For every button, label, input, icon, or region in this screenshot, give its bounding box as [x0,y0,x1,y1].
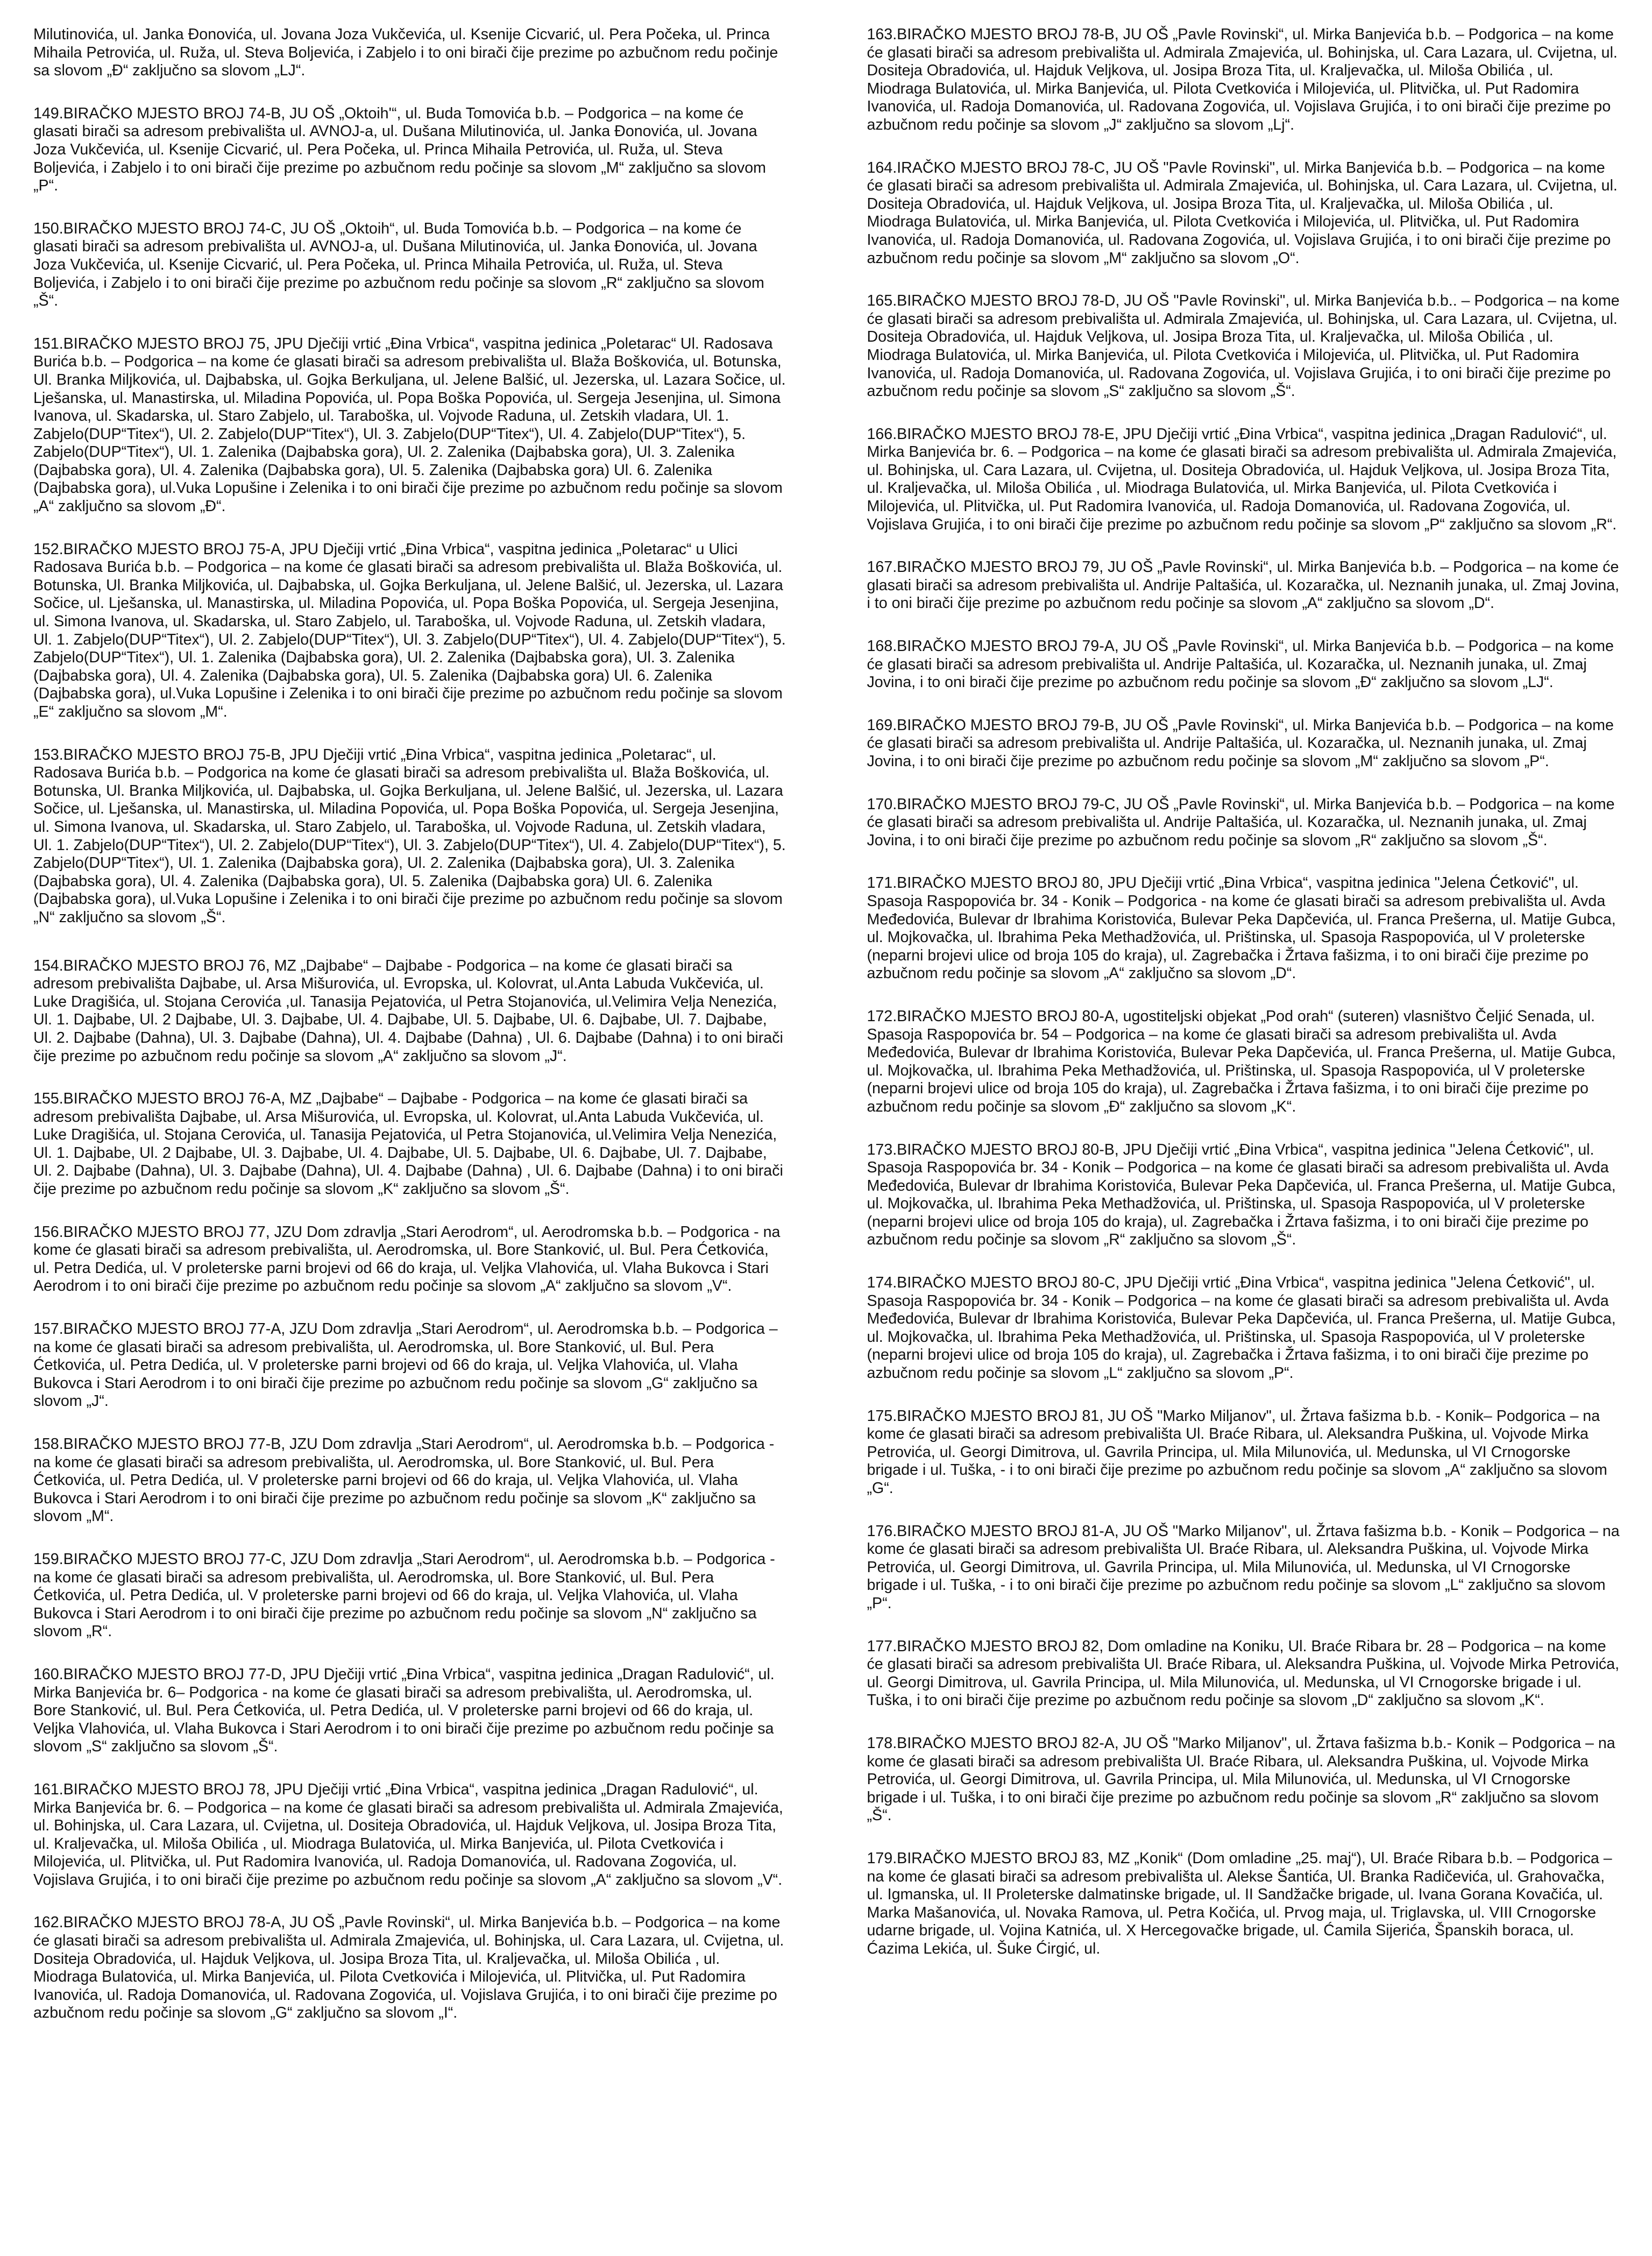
paragraph-150: 150.BIRAČKO MJESTO BROJ 74-C, JU OŠ „Oktoih“, ul. Buda Tomovića b.b. – Podgorica – na kome će glasati birači sa adresom prebivališta ul. AVNOJ-a, ul. Dušana Milutinovića, ul. Janka Đonovića, ul. Jovana Joza Vukčevića, ul. Ksenije Cicvarić, ul. Pera Počeka, ul. Princa Mihaila Petrovića, ul. Ruža, ul. Steva Boljevića, i Zabjelo i to oni birači čije prezime po azbučnom redu počinje sa slovom „R“ zaključno sa slovom „Š“. [33,220,764,310]
paragraph-159: 159.BIRAČKO MJESTO BROJ 77-C, JZU Dom zdravlja „Stari Aerodrom“, ul. Aerodromska b.b. – Podgorica - na kome će glasati birači sa adresom prebivališta, ul. Aerodromska, ul. Bore Stanković, ul. Bul. Pera Ćetkovića, ul. Petra Dedića, ul. V proleterske parni brojevi od 66 do kraja, ul. Veljka Vlahovića, ul. Vlaha Bukovca i Stari Aerodrom i to oni birači čije prezime po azbučnom redu počinje sa slovom „N“ zaključno sa slovom „R“. [33,1550,775,1640]
paragraph-continued: Milutinovića, ul. Janka Đonovića, ul. Jovana Joza Vukčevića, ul. Ksenije Cicvarić, ul. Pera Počeka, ul. Princa Mihaila Petrovića, ul. Ruža, ul. Steva Boljevića, i Zabjelo i to oni birači čije prezime po azbučnom redu počinje sa slovom „Đ“ zaključno sa slovom „LJ“. [33,26,778,80]
paragraph-179: 179.BIRAČKO MJESTO BROJ 83, MZ „Konik“ (Dom omladine „25. maj“), Ul. Braće Ribara b.b. – Podgorica – na kome će glasati birači sa adresom prebivališta ul. Alekse Šantića, Ul. Branka Radičevića, ul. Grahovačka, ul. Igmanska, ul. II Proleterske dalmatinske brigade, ul. II Sandžačke brigade, ul. Ivana Gorana Kovačića, ul. Marka Mašanovića, ul. Novaka Ramova, ul. Petra Kočića, ul. Prvog maja, ul. Triglavska, ul. VIII Crnogorske udarne brigade, ul. Vojina Katnića, ul. X Hercegovačke brigade, ul. Ćamila Sijerića, Španskih boraca, ul. Ćazima Lekića, ul. Šuke Ćirgić, ul. [867,1849,1612,1957]
paragraph-149: 149.BIRAČKO MJESTO BROJ 74-B, JU OŠ „Oktoih'“, ul. Buda Tomovića b.b. – Podgorica – na kome će glasati birači sa adresom prebivališta ul. AVNOJ-a, ul. Dušana Milutinovića, ul. Janka Đonovića, ul. Jovana Joza Vukčevića, ul. Ksenije Cicvarić, ul. Pera Počeka, ul. Princa Mihaila Petrovića, ul. Ruža, ul. Steva Boljevića, i Zabjelo i to oni birači čije prezime po azbučnom redu počinje sa slovom „M“ zaključno sa slovom „P“. [33,104,766,195]
paragraph-160: 160.BIRAČKO MJESTO BROJ 77-D, JPU Dječiji vrtić „Đina Vrbica“, vaspitna jedinica „Dragan Radulović“, ul. Mirka Banjevića br. 6– Podgorica - na kome će glasati birači sa adresom prebivališta, ul. Aerodromska, ul. Bore Stanković, ul. Bul. Pera Ćetkovića, ul. Petra Dedića, ul. V proleterske parni brojevi od 66 do kraja, ul. Veljka Vlahovića, ul. Vlaha Bukovca i Stari Aerodrom i to oni birači čije prezime po azbučnom redu počinje sa slovom „S“ zaključno sa slovom „Š“. [33,1665,775,1756]
paragraph-158: 158.BIRAČKO MJESTO BROJ 77-B, JZU Dom zdravlja „Stari Aerodrom“, ul. Aerodromska b.b. – Podgorica - na kome će glasati birači sa adresom prebivališta, ul. Aerodromska, ul. Bore Stanković, ul. Bul. Pera Ćetkovića, ul. Petra Dedića, ul. V proleterske parni brojevi od 66 do kraja, ul. Veljka Vlahovića, ul. Vlaha Bukovca i Stari Aerodrom i to oni birači čije prezime po azbučnom redu počinje sa slovom „K“ zaključno sa slovom „M“. [33,1435,775,1525]
paragraph-164: 164.IRAČKO MJESTO BROJ 78-C, JU OŠ "Pavle Rovinski", ul. Mirka Banjevića b.b. – Podgorica – na kome će glasati birači sa adresom prebivališta ul. Admirala Zmajevića, ul. Bohinjska, ul. Cara Lazara, ul. Cvijetna, ul. Dositeja Obradovića, ul. Hajduk Veljkova, ul. Josipa Broza Tita, ul. Kraljevačka, ul. Miloša Obilića , ul. Miodraga Bulatovića, ul. Mirka Banjevića, ul. Pilota Cvetkovića i Milojevića, ul. Plitvička, ul. Put Radomira Ivanovića, ul. Radoja Domanovića, ul. Radovana Zogovića, ul. Vojislava Grujića, i to oni birači čije prezime po azbučnom redu počinje sa slovom „M“ zaključno sa slovom „O“. [867,159,1618,267]
paragraph-151: 151.BIRAČKO MJESTO BROJ 75, JPU Dječiji vrtić „Đina Vrbica“, vaspitna jedinica „Poletarac“ Ul. Radosava Burića b.b. – Podgorica – na kome će glasati birači sa adresom prebivališta ul. Blaža Boškovića, ul. Botunska, Ul. Branka Miljkovića, ul. Dajbabska, ul. Gojka Berkuljana, ul. Jelene Balšić, ul. Jezerska, ul. Lazara Sočice, ul. Lješanska, ul. Manastirska, ul. Miladina Popovića, ul. Popa Boška Popovića, ul. Sergeja Jesenjina, ul. Simona Ivanova, ul. Skadarska, ul. Staro Zabjelo, ul. Taraboška, ul. Vojvode Raduna, ul. Zetskih vladara, Ul. 1. Zabjelo(DUP“Titex“), Ul. 2. Zabjelo(DUP“Titex“), Ul. 3. Zabjelo(DUP“Titex“), Ul. 4. Zabjelo(DUP“Titex“), 5. Zabjelo(DUP“Titex“), Ul. 1. Zalenika (Dajbabska gora), Ul. 2. Zalenika (Dajbabska gora), Ul. 3. Zalenika (Dajbabska gora), Ul. 4. Zalenika (Dajbabska gora), Ul. 5. Zalenika (Dajbabska gora) Ul. 6. Zalenika (Dajbabska gora), ul.Vuka Lopušine i Zelenika i to oni birači čije prezime po azbučnom redu počinje sa slovom „A“ zaključno sa slovom „Đ“. [33,335,786,515]
paragraph-174: 174.BIRAČKO MJESTO BROJ 80-C, JPU Dječiji vrtić „Đina Vrbica“, vaspitna jedinica "Jelena Ćetković", ul. Spasoja Raspopovića br. 34 - Konik – Podgorica – na kome će glasati birači sa adresom prebivališta ul. Avda Međedovića, Bulevar dr Ibrahima Koristovića, Bulevar Peka Dapčevića, ul. Franca Prešerna, ul. Matije Gubca, ul. Mojkovačka, ul. Ibrahima Peka Methadžovića, ul. Prištinska, ul. Spasoja Raspopovića, ul V proleterske (neparni brojevi ulice od broja 105 do kraja), ul. Zagrebačka i Žrtava fašizma, i to oni birači čije prezime po azbučnom redu počinje sa slovom „L“ zaključno sa slovom „P“. [867,1274,1616,1382]
left-column [33,26,786,2234]
paragraph-175: 175.BIRAČKO MJESTO BROJ 81, JU OŠ "Marko Miljanov", ul. Žrtava fašizma b.b. - Konik– Podgorica – na kome će glasati birači sa adresom prebivališta Ul. Braće Ribara, ul. Aleksandra Puškina, ul. Vojvode Mirka Petrovića, ul. Georgi Dimitrova, ul. Gavrila Principa, ul. Mila Milunovića, ul. Medunska, ul VI Crnogorske brigade i ul. Tuška, - i to oni birači čije prezime po azbučnom redu počinje sa slovom „A“ zaključno sa slovom „G“. [867,1407,1607,1497]
paragraph-157: 157.BIRAČKO MJESTO BROJ 77-A, JZU Dom zdravlja „Stari Aerodrom“, ul. Aerodromska b.b. – Podgorica – na kome će glasati birači sa adresom prebivališta, ul. Aerodromska, ul. Bore Stanković, ul. Bul. Pera Ćetkovića, ul. Petra Dedića, ul. V proleterske parni brojevi od 66 do kraja, ul. Veljka Vlahovića, ul. Vlaha Bukovca i Stari Aerodrom i to oni birači čije prezime po azbučnom redu počinje sa slovom „G“ zaključno sa slovom „J“. [33,1320,778,1410]
paragraph-171: 171.BIRAČKO MJESTO BROJ 80, JPU Dječiji vrtić „Đina Vrbica“, vaspitna jedinica "Jelena Ćetković", ul. Spasoja Raspopovića br. 34 - Konik – Podgorica - na kome će glasati birači sa adresom prebivališta ul. Avda Međedovića, Bulevar dr Ibrahima Koristovića, Bulevar Peka Dapčevića, ul. Franca Prešerna, ul. Matije Gubca, ul. Mojkovačka, ul. Ibrahima Peka Methadžovića, ul. Prištinska, ul. Spasoja Raspopovića, ul V proleterske (neparni brojevi ulice od broja 105 do kraja), ul. Zagrebačka i Žrtava fašizma, i to oni birači čije prezime po azbučnom redu počinje sa slovom „A“ zaključno sa slovom „D“. [867,874,1616,982]
paragraph-156: 156.BIRAČKO MJESTO BROJ 77, JZU Dom zdravlja „Stari Aerodrom“, ul. Aerodromska b.b. – Podgorica - na kome će glasati birači sa adresom prebivališta, ul. Aerodromska, ul. Bore Stanković, ul. Bul. Pera Ćetkovića, ul. Petra Dedića, ul. V proleterske parni brojevi od 66 do kraja, ul. Veljka Vlahovića, ul. Vlaha Bukovca i Stari Aerodrom i to oni birači čije prezime po azbučnom redu počinje sa slovom „A“ zaključno sa slovom „V“. [33,1223,781,1295]
paragraph-163: 163.BIRAČKO MJESTO BROJ 78-B, JU OŠ „Pavle Rovinski“, ul. Mirka Banjevića b.b. – Podgorica – na kome će glasati birači sa adresom prebivališta ul. Admirala Zmajevića, ul. Bohinjska, ul. Cara Lazara, ul. Cvijetna, ul. Dositeja Obradovića, ul. Hajduk Veljkova, ul. Josipa Broza Tita, ul. Kraljevačka, ul. Miloša Obilića , ul. Miodraga Bulatovića, ul. Mirka Banjevića, ul. Pilota Cvetkovića i Milojevića, ul. Plitvička, ul. Put Radomira Ivanovića, ul. Radoja Domanovića, ul. Radovana Zogovića, ul. Vojislava Grujića, i to oni birači čije prezime po azbučnom redu počinje sa slovom „J“ zaključno sa slovom „Lj“. [867,26,1618,133]
paragraph-178: 178.BIRAČKO MJESTO BROJ 82-A, JU OŠ "Marko Miljanov", ul. Žrtava fašizma b.b.- Konik – Podgorica – na kome će glasati birači sa adresom prebivališta Ul. Braće Ribara, ul. Aleksandra Puškina, ul. Vojvode Mirka Petrovića, ul. Georgi Dimitrova, ul. Gavrila Principa, ul. Mila Milunovića, ul. Medunska, ul VI Crnogorske brigade i ul. Tuška, i to oni birači čije prezime po azbučnom redu počinje sa slovom „R“ zaključno sa slovom „Š“. [867,1734,1615,1824]
paragraph-176: 176.BIRAČKO MJESTO BROJ 81-A, JU OŠ "Marko Miljanov", ul. Žrtava fašizma b.b. - Konik – Podgorica – na kome će glasati birači sa adresom prebivališta Ul. Braće Ribara, ul. Aleksandra Puškina, ul. Vojvode Mirka Petrovića, ul. Georgi Dimitrova, ul. Gavrila Principa, ul. Mila Milunovića, ul. Medunska, ul VI Crnogorske brigade i ul. Tuška, - i to oni birači čije prezime po azbučnom redu počinje sa slovom „L“ zaključno sa slovom „P“. [867,1522,1620,1612]
paragraph-172: 172.BIRAČKO MJESTO BROJ 80-A, ugostiteljski objekat „Pod orah“ (suteren) vlasništvo Čeljić Senada, ul. Spasoja Raspopovića br. 54 – Podgorica – na kome će glasati birači sa adresom prebivališta ul. Avda Međedovića, Bulevar dr Ibrahima Koristovića, Bulevar Peka Dapčevića, ul. Franca Prešerna, ul. Matije Gubca, ul. Mojkovačka, ul. Ibrahima Peka Methadžovića, ul. Prištinska, ul. Spasoja Raspopovića, ul V proleterske (neparni brojevi ulice od broja 105 do kraja), ul. Zagrebačka i Žrtava fašizma, i to oni birači čije prezime po azbučnom redu počinje sa slovom „Đ“ zaključno sa slovom „K“. [867,1007,1616,1115]
paragraph-165: 165.BIRAČKO MJESTO BROJ 78-D, JU OŠ "Pavle Rovinski", ul. Mirka Banjevića b.b.. – Podgorica – na kome će glasati birači sa adresom prebivališta ul. Admirala Zmajevića, ul. Bohinjska, ul. Cara Lazara, ul. Cvijetna, ul. Dositeja Obradovića, ul. Hajduk Veljkova, ul. Josipa Broza Tita, ul. Kraljevačka, ul. Miloša Obilića , ul. Miodraga Bulatovića, ul. Mirka Banjevića, ul. Pilota Cvetkovića i Milojevića, ul. Plitvička, ul. Put Radomira Ivanovića, ul. Radoja Domanovića, ul. Radovana Zogovića, ul. Vojislava Grujića, i to oni birači čije prezime po azbučnom redu počinje sa slovom „S“ zaključno sa slovom „Š“. [867,292,1620,400]
paragraph-154: 154.BIRAČKO MJESTO BROJ 76, MZ „Dajbabe“ – Dajbabe - Podgorica – na kome će glasati birači sa adresom prebivališta Dajbabe, ul. Arsa Mišurovića, ul. Evropska, ul. Kolovrat, ul.Anta Labuda Vukčevića, ul. Luke Dragišića, ul. Stojana Cerovića ,ul. Tanasija Pejatovića, ul Petra Stojanovića, ul.Velimira Velja Nenezića, Ul. 1. Dajbabe, Ul. 2 Dajbabe, Ul. 3. Dajbabe, Ul. 4. Dajbabe, Ul. 5. Dajbabe, Ul. 6. Dajbabe, Ul. 7. Dajbabe, Ul. 2. Dajbabe (Dahna), Ul. 3. Dajbabe (Dahna), Ul. 4. Dajbabe (Dahna) , Ul. 6. Dajbabe (Dahna) i to oni birači čije prezime po azbučnom redu počinje sa slovom „A“ zaključno sa slovom „J“. [33,957,783,1065]
paragraph-166: 166.BIRAČKO MJESTO BROJ 78-E, JPU Dječiji vrtić „Đina Vrbica“, vaspitna jedinica „Dragan Radulović“, ul. Mirka Banjevića br. 6. – Podgorica – na kome će glasati birači sa adresom prebivališta ul. Admirala Zmajevića, ul. Bohinjska, ul. Cara Lazara, ul. Cvijetna, ul. Dositeja Obradovića, ul. Hajduk Veljkova, ul. Josipa Broza Tita, ul. Kraljevačka, ul. Miloša Obilića , ul. Miodraga Bulatovića, ul. Mirka Banjevića, ul. Pilota Cvetkovića i Milojevića, ul. Plitvička, ul. Put Radomira Ivanovića, ul. Radoja Domanovića, ul. Radovana Zogovića, ul. Vojislava Grujića, i to oni birači čije prezime po azbučnom redu počinje sa slovom „P“ zaključno sa slovom „R“. [867,425,1617,533]
paragraph-167: 167.BIRAČKO MJESTO BROJ 79, JU OŠ „Pavle Rovinski“, ul. Mirka Banjevića b.b. – Podgorica – na kome će glasati birači sa adresom prebivališta ul. Andrije Paltašića, ul. Kozaračka, ul. Neznanih junaka, ul. Zmaj Jovina, i to oni birači čije prezime po azbučnom redu počinje sa slovom „A“ zaključno sa slovom „D“. [867,558,1620,612]
paragraph-170: 170.BIRAČKO MJESTO BROJ 79-C, JU OŠ „Pavle Rovinski“, ul. Mirka Banjevića b.b. – Podgorica – na kome će glasati birači sa adresom prebivališta ul. Andrije Paltašića, ul. Kozaračka, ul. Neznanih junaka, ul. Zmaj Jovina, i to oni birači čije prezime po azbučnom redu počinje sa slovom „R“ zaključno sa slovom „Š“. [867,795,1615,849]
paragraph-173: 173.BIRAČKO MJESTO BROJ 80-B, JPU Dječiji vrtić „Đina Vrbica“, vaspitna jedinica "Jelena Ćetković", ul. Spasoja Raspopovića br. 34 - Konik – Podgorica – na kome će glasati birači sa adresom prebivališta ul. Avda Međedovića, Bulevar dr Ibrahima Koristovića, Bulevar Peka Dapčevića, ul. Franca Prešerna, ul. Matije Gubca, ul. Mojkovačka, ul. Ibrahima Peka Methadžovića, ul. Prištinska, ul. Spasoja Raspopovića, ul V proleterske (neparni brojevi ulice od broja 105 do kraja), ul. Zagrebačka i Žrtava fašizma, i to oni birači čije prezime po azbučnom redu počinje sa slovom „R“ zaključno sa slovom „Š“. [867,1141,1616,1249]
paragraph-169: 169.BIRAČKO MJESTO BROJ 79-B, JU OŠ „Pavle Rovinski“, ul. Mirka Banjevića b.b. – Podgorica – na kome će glasati birači sa adresom prebivališta ul. Andrije Paltašića, ul. Kozaračka, ul. Neznanih junaka, ul. Zmaj Jovina, i to oni birači čije prezime po azbučnom redu počinje sa slovom „M“ zaključno sa slovom „P“. [867,716,1614,770]
paragraph-153: 153.BIRAČKO MJESTO BROJ 75-B, JPU Dječiji vrtić „Đina Vrbica“, vaspitna jedinica „Poletarac“, ul. Radosava Burića b.b. – Podgorica na kome će glasati birači sa adresom prebivališta ul. Blaža Boškovića, ul. Botunska, Ul. Branka Miljkovića, ul. Dajbabska, ul. Gojka Berkuljana, ul. Jelene Balšić, ul. Jezerska, ul. Lazara Sočice, ul. Lješanska, ul. Manastirska, ul. Miladina Popovića, ul. Popa Boška Popovića, ul. Sergeja Jesenjina, ul. Simona Ivanova, ul. Skadarska, ul. Staro Zabjelo, ul. Taraboška, ul. Vojvode Raduna, ul. Zetskih vladara, Ul. 1. Zabjelo(DUP“Titex“), Ul. 2. Zabjelo(DUP“Titex“), Ul. 3. Zabjelo(DUP“Titex“), Ul. 4. Zabjelo(DUP“Titex“), 5. Zabjelo(DUP“Titex“), Ul. 1. Zalenika (Dajbabska gora), Ul. 2. Zalenika (Dajbabska gora), Ul. 3. Zalenika (Dajbabska gora), Ul. 4. Zalenika (Dajbabska gora), Ul. 5. Zalenika (Dajbabska gora) Ul. 6. Zalenika (Dajbabska gora), ul.Vuka Lopušine i Zelenika i to oni birači čije prezime po azbučnom redu počinje sa slovom „N“ zaključno sa slovom „Š“. [33,746,786,926]
paragraph-161: 161.BIRAČKO MJESTO BROJ 78, JPU Dječiji vrtić „Đina Vrbica“, vaspitna jedinica „Dragan Radulović“, ul. Mirka Banjevića br. 6. – Podgorica – na kome će glasati birači sa adresom prebivališta ul. Admirala Zmajevića, ul. Bohinjska, ul. Cara Lazara, ul. Cvijetna, ul. Dositeja Obradovića, ul. Hajduk Veljkova, ul. Josipa Broza Tita, ul. Kraljevačka, ul. Miloša Obilića , ul. Miodraga Bulatovića, ul. Mirka Banjevića, ul. Pilota Cvetkovića i Milojevića, ul. Plitvička, ul. Put Radomira Ivanovića, ul. Radoja Domanovića, ul. Radovana Zogovića, ul. Vojislava Grujića, i to oni birači čije prezime po azbučnom redu počinje sa slovom „A“ zaključno sa slovom „V“. [33,1780,783,1889]
paragraph-168: 168.BIRAČKO MJESTO BROJ 79-A, JU OŠ „Pavle Rovinski“, ul. Mirka Banjevića b.b. – Podgorica – na kome će glasati birači sa adresom prebivališta ul. Andrije Paltašića, ul. Kozaračka, ul. Neznanih junaka, ul. Zmaj Jovina, i to oni birači čije prezime po azbučnom redu počinje sa slovom „Đ“ zaključno sa slovom „LJ“. [867,638,1614,691]
paragraph-152: 152.BIRAČKO MJESTO BROJ 75-A, JPU Dječiji vrtić „Đina Vrbica“, vaspitna jedinica „Poletarac“ u Ulici Radosava Burića b.b. – Podgorica – na kome će glasati birači sa adresom prebivališta ul. Blaža Boškovića, ul. Botunska, Ul. Branka Miljkovića, ul. Dajbabska, ul. Gojka Berkuljana, ul. Jelene Balšić, ul. Jezerska, ul. Lazara Sočice, ul. Lješanska, ul. Manastirska, ul. Miladina Popovića, ul. Popa Boška Popovića, ul. Sergeja Jesenjina, ul. Simona Ivanova, ul. Skadarska, ul. Staro Zabjelo, ul. Taraboška, ul. Vojvode Raduna, ul. Zetskih vladara, Ul. 1. Zabjelo(DUP“Titex“), Ul. 2. Zabjelo(DUP“Titex“), Ul. 3. Zabjelo(DUP“Titex“), Ul. 4. Zabjelo(DUP“Titex“), 5. Zabjelo(DUP“Titex“), Ul. 1. Zalenika (Dajbabska gora), Ul. 2. Zalenika (Dajbabska gora), Ul. 3. Zalenika (Dajbabska gora), Ul. 4. Zalenika (Dajbabska gora), Ul. 5. Zalenika (Dajbabska gora) Ul. 6. Zalenika (Dajbabska gora), ul.Vuka Lopušine i Zelenika i to oni birači čije prezime po azbučnom redu počinje sa slovom „E“ zaključno sa slovom „M“. [33,540,786,720]
right-column [867,26,1620,2234]
paragraph-177: 177.BIRAČKO MJESTO BROJ 82, Dom omladine na Koniku, Ul. Braće Ribara br. 28 – Podgorica – na kome će glasati birači sa adresom prebivališta Ul. Braće Ribara, ul. Aleksandra Puškina, ul. Vojvode Mirka Petrovića, ul. Georgi Dimitrova, ul. Gavrila Principa, ul. Mila Milunovića, ul. Medunska, ul VI Crnogorske brigade i ul. Tuška, i to oni birači čije prezime po azbučnom redu počinje sa slovom „D“ zaključno sa slovom „K“. [867,1637,1620,1709]
paragraph-155: 155.BIRAČKO MJESTO BROJ 76-A, MZ „Dajbabe“ – Dajbabe - Podgorica – na kome će glasati birači sa adresom prebivališta Dajbabe, ul. Arsa Mišurovića, ul. Evropska, ul. Kolovrat, ul.Anta Labuda Vukčevića, ul. Luke Dragišića, ul. Stojana Cerovića, ul. Tanasija Pejatovića, ul Petra Stojanovića, ul.Velimira Velja Nenezića, Ul. 1. Dajbabe, Ul. 2 Dajbabe, Ul. 3. Dajbabe, Ul. 4. Dajbabe, Ul. 5. Dajbabe, Ul. 6. Dajbabe, Ul. 7. Dajbabe, Ul. 2. Dajbabe (Dahna), Ul. 3. Dajbabe (Dahna), Ul. 4. Dajbabe (Dahna) , Ul. 6. Dajbabe (Dahna) i to oni birači čije prezime po azbučnom redu počinje sa slovom „K“ zaključno sa slovom „Š“. [33,1090,783,1198]
paragraph-162: 162.BIRAČKO MJESTO BROJ 78-A, JU OŠ „Pavle Rovinski“, ul. Mirka Banjevića b.b. – Podgorica – na kome će glasati birači sa adresom prebivališta ul. Admirala Zmajevića, ul. Bohinjska, ul. Cara Lazara, ul. Cvijetna, ul. Dositeja Obradovića, ul. Hajduk Veljkova, ul. Josipa Broza Tita, ul. Kraljevačka, ul. Miloša Obilića , ul. Miodraga Bulatovića, ul. Mirka Banjevića, ul. Pilota Cvetkovića i Milojevića, ul. Plitvička, ul. Put Radomira Ivanovića, ul. Radoja Domanovića, ul. Radovana Zogovića, ul. Vojislava Grujića, i to oni birači čije prezime po azbučnom redu počinje sa slovom „G“ zaključno sa slovom „I“. [33,1914,784,2022]
